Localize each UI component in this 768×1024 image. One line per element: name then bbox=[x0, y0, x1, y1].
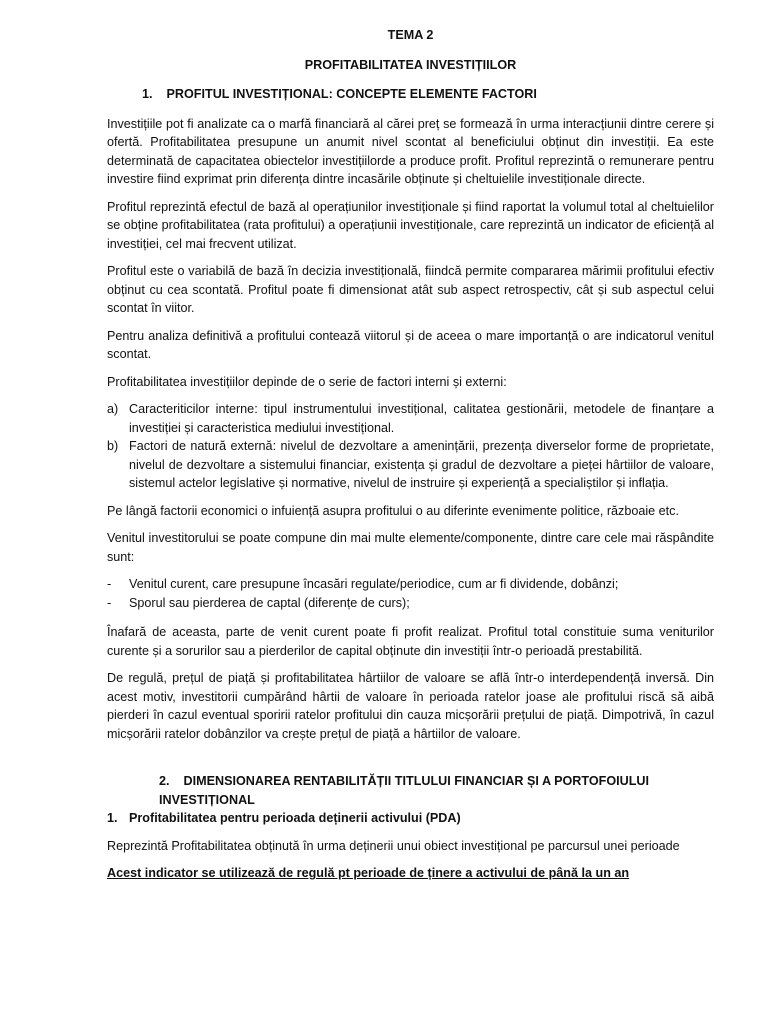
underlined-note: Acest indicator se utilizează de regulă pt perioade de ținere a activului de până la un an bbox=[107, 866, 630, 880]
paragraph-profit-effect: Profitul reprezintă efectul de bază al operațiunilor investiționale și fiind raportat la volumul total al cheltuielilor se obține profitabilitatea (rata profitului) a operațiunii investiționale, care reprezintă un indicator de eficiență al investiției, cel mai frecvent utilizat. bbox=[107, 199, 714, 251]
list-marker: - bbox=[107, 577, 112, 591]
document-title: TEMA 2 bbox=[387, 28, 434, 42]
paragraph-future-income: Pentru analiza definitivă a profitului contează viitorul și de aceea o mare importanță o are indicatorul venitul scontat. bbox=[107, 328, 714, 361]
document-subtitle: PROFITABILITATEA INVESTIȚIILOR bbox=[304, 57, 517, 72]
section-2-title: DIMENSIONAREA RENTABILITĂȚII TITLULUI FINANCIAR ȘI A PORTOFOIULUI INVESTIȚIONAL bbox=[159, 774, 649, 807]
section-1-heading bbox=[107, 85, 714, 104]
section-spacer bbox=[107, 752, 714, 772]
list-marker: a) bbox=[107, 402, 119, 416]
paragraph-investments: Investițiile pot fi analizate ca o marfă financiară al cărei preț se formează în urma interacțiunii dintre cerere și ofertă. Profitabilitatea presupune un anumit nivel scontat al beneficiului obținut din investiții. Ea este determinată de capacitatea obiectelor investițiilorde a produce profit. Profitul reprezintă o remunerare pentru investire fiind exprimat prin diferența dintre incasările obținute și cheltuielile investiționale directe. bbox=[107, 116, 714, 186]
factors-list bbox=[107, 400, 714, 493]
list-item-text: Venitul curent, care presupune încasări regulate/periodice, cum ar fi dividende, dobânzi; bbox=[129, 577, 619, 591]
list-item-text: Sporul sau pierderea de captal (diferențe de curs); bbox=[129, 595, 410, 610]
section-2-heading bbox=[107, 772, 714, 809]
income-list bbox=[107, 575, 714, 612]
list-marker: b) bbox=[107, 439, 119, 453]
section-2-number: 2. bbox=[159, 774, 170, 788]
section-1-title: PROFITUL INVESTIȚIONAL: CONCEPTE ELEMENTE FACTORI bbox=[166, 87, 537, 101]
paragraph-political-influence: Pe lângă factorii economici o infuiență asupra profitului o au diferinte evenimente politice, războaie etc. bbox=[107, 503, 679, 518]
list-item bbox=[107, 575, 714, 594]
paragraph-income-components: Venitul investitorului se poate compune din mai multe elemente/componente, dintre care cele mai răspândite sunt: bbox=[107, 531, 714, 564]
list-item bbox=[107, 437, 714, 493]
subsection-1-number: 1. bbox=[107, 811, 118, 825]
paragraph-pda-definition: Reprezintă Profitabilitatea obținută în urma deținerii unui obiect investițional pe parcursul unei perioade bbox=[107, 838, 680, 853]
paragraph-inverse-relationship: De regulă, prețul de piață și profitabilitatea hârtiilor de valoare se află într-o interdependență inversă. Din acest motiv, investitorii cumpărând hârtii de valoare în perioada ratelor joase ale profitului riscă să aibă pierderi în cazul eventual sporirii ratelor profitului din cauza micșorării prețului de piață. Dimpotrivă, în cazul micșorării ratelor dobânzilor va crește prețul de piață a hârtiilor de valoare. bbox=[107, 671, 714, 741]
subsection-1-title: Profitabilitatea pentru perioada deținerii activului (PDA) bbox=[129, 811, 461, 825]
list-item bbox=[107, 400, 714, 437]
paragraph-total-profit: Înafară de aceasta, parte de venit curent poate fi profit realizat. Profitul total constituie suma veniturilor curente și a sorurilor sau a pierderilor de capital obținute din investiții într-o perioadă prestabilită. bbox=[107, 625, 714, 658]
list-marker: - bbox=[107, 595, 112, 610]
list-item-text: Caracteriticilor interne: tipul instrumentului investițional, calitatea gestionării, metodele de finanțare a investiției și caracteristica mediului investițional. bbox=[129, 402, 714, 435]
list-item-text: Factori de natură externă: nivelul de dezvoltare a amenințării, prezența diverselor forme de proprietate, nivelul de dezvoltare a sistemului financiar, existența și gradul de dezvoltare a pieței hârtiilor de valoare, sistemul actelor legislative și normative, nivelul de instruire și experiență a specialiștilor și inflația. bbox=[129, 439, 714, 490]
paragraph-profit-variable: Profitul este o variabilă de bază în decizia investițională, fiindcă permite compararea mărimii profitului efectiv obținut cu cea scontată. Profitul poate fi dimensionat atât sub aspect retrospectiv, cât și sub aspectul celui scontat în viitor. bbox=[107, 264, 714, 315]
list-item bbox=[107, 594, 714, 613]
subsection-1-heading bbox=[107, 809, 714, 828]
paragraph-factors-intro: Profitabilitatea investițiilor depinde de o serie de factori interni și externi: bbox=[107, 374, 507, 389]
document-page bbox=[107, 26, 714, 883]
section-1-number: 1. bbox=[142, 87, 153, 101]
